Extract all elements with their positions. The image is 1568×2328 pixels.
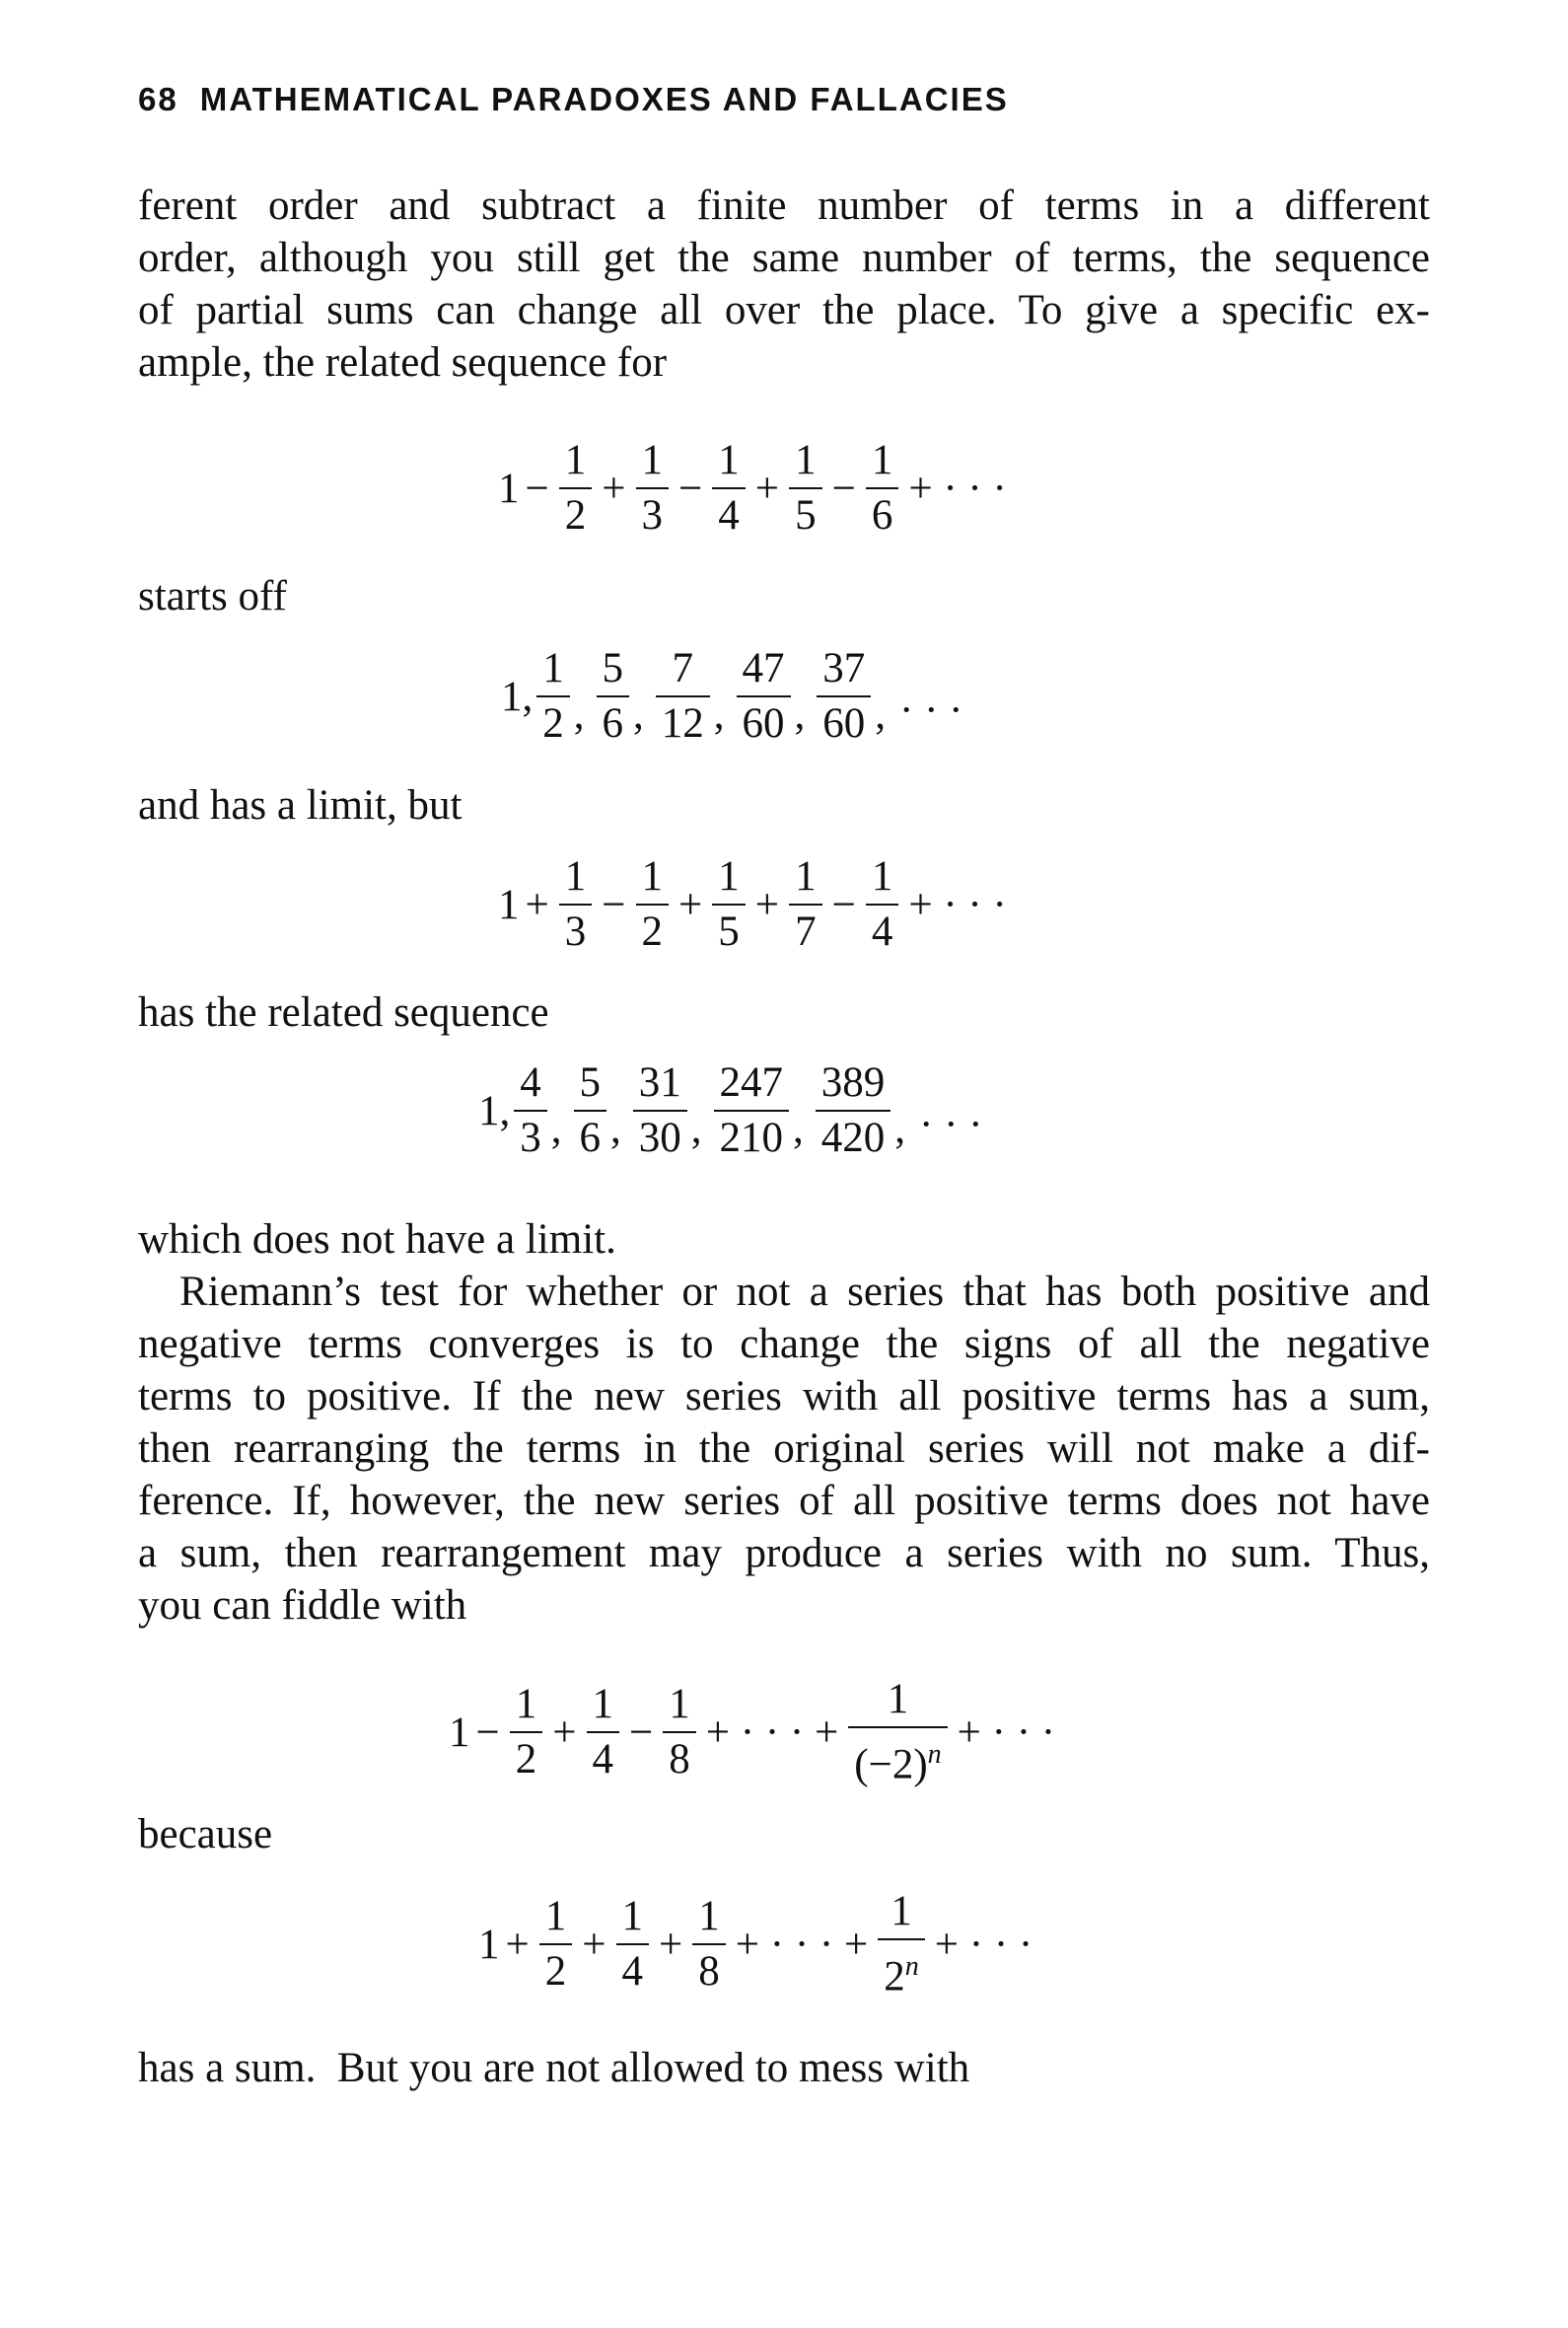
denominator: 6: [574, 1110, 607, 1161]
formula-lead: 1: [498, 465, 520, 512]
formula-operator: −: [831, 881, 856, 928]
denominator: 2: [536, 695, 570, 747]
denominator: 4: [712, 487, 746, 539]
numerator: 389: [820, 1059, 886, 1106]
fraction: [663, 1682, 696, 1782]
text-because: [138, 1808, 1430, 1860]
denominator-base: (−2): [854, 1741, 928, 1788]
fraction: [817, 646, 871, 747]
numerator: 31: [638, 1059, 681, 1106]
numerator: 1: [891, 1888, 912, 1934]
numerator: 1: [871, 437, 893, 483]
comma: ,: [875, 691, 886, 738]
fraction: [737, 646, 791, 747]
numerator: 1: [887, 1676, 909, 1722]
formula-lead: 1: [478, 1921, 500, 1968]
fraction: [587, 1682, 620, 1782]
formula-lead: 1: [449, 1709, 470, 1756]
formula-tail: + · · ·: [908, 465, 1007, 512]
comma: ,: [573, 691, 585, 738]
text-line: ample, the related sequence for: [138, 339, 668, 386]
fraction: [866, 438, 899, 539]
formula-operator: +: [602, 465, 626, 512]
denominator: 5: [789, 487, 822, 539]
formula-operator: −: [475, 1709, 500, 1756]
formula-tail: + · · ·: [908, 881, 1007, 928]
fraction: [656, 646, 710, 747]
text-line: which does not have a limit.: [138, 1216, 616, 1263]
numerator: 1: [718, 853, 740, 900]
text-line: you can fiddle with: [138, 1582, 467, 1629]
comma: ,: [690, 1105, 702, 1152]
denominator: [878, 1938, 925, 2000]
formula-ellipsis: + · · · +: [735, 1921, 869, 1968]
denominator: [848, 1726, 947, 1787]
fraction-general-term: [878, 1889, 925, 2000]
numerator: 1: [564, 853, 587, 900]
comma: ,: [633, 691, 644, 738]
fraction: [789, 438, 822, 539]
formula-operator: −: [525, 465, 549, 512]
fraction: [574, 1060, 607, 1161]
text-line: Riemann’s test for whether or not a series that has both positive and: [179, 1269, 1430, 1315]
comma: ,: [713, 691, 725, 738]
fraction: [866, 854, 899, 955]
denominator: 60: [817, 695, 871, 747]
numerator: 1: [669, 1681, 690, 1728]
formula-operator: −: [831, 465, 856, 512]
formula-operator: +: [582, 1921, 606, 1968]
text-line: and has a limit, but: [138, 782, 463, 829]
running-header: [138, 81, 1009, 118]
exponent: n: [927, 1739, 942, 1770]
fraction: [510, 1682, 543, 1782]
fraction: [559, 438, 593, 539]
denominator: 2: [636, 904, 670, 955]
denominator: 4: [587, 1731, 620, 1782]
formula-operator: +: [754, 465, 780, 512]
numerator: 5: [579, 1059, 601, 1106]
numerator: 247: [719, 1059, 783, 1106]
fraction: [714, 1060, 790, 1161]
fraction: [559, 854, 593, 955]
formula-operator: −: [602, 881, 626, 928]
denominator: 3: [636, 487, 670, 539]
formula-tail: · · ·: [919, 1101, 983, 1148]
denominator: 7: [789, 904, 822, 955]
formula-operator: +: [552, 1709, 577, 1756]
formula-operator: −: [678, 465, 703, 512]
formula-lead: 1,: [478, 1087, 511, 1134]
text-has-sum: [138, 2042, 1430, 2094]
numerator: 1: [564, 437, 587, 483]
formula-operator: +: [505, 1921, 530, 1968]
fraction: [633, 1060, 687, 1161]
numerator: 1: [641, 437, 664, 483]
paragraph-intro: [138, 180, 1430, 389]
fraction: [789, 854, 822, 955]
fraction: [597, 646, 630, 747]
numerator: 5: [602, 645, 623, 691]
denominator: 12: [656, 695, 710, 747]
text-line: negative terms converges is to change the signs of all the negative: [138, 1321, 1430, 1367]
comma: ,: [894, 1105, 905, 1152]
formula-operator: −: [629, 1709, 654, 1756]
text-line: ference. If, however, the new series of all positive terms does not have: [138, 1478, 1430, 1524]
formula-operator: +: [678, 881, 703, 928]
fraction: [514, 1060, 547, 1161]
text-line: then rearranging the terms in the original series will not make a dif-: [138, 1425, 1430, 1472]
comma: ,: [550, 1105, 562, 1152]
formula-tail: + · · ·: [934, 1921, 1033, 1968]
formula-operator: +: [659, 1921, 683, 1968]
denominator: 6: [597, 695, 630, 747]
comma: ,: [794, 691, 806, 738]
formula-geometric-alternating: [449, 1677, 1061, 1787]
formula-partial-sums-2: [478, 1060, 988, 1161]
text-related-sequence: [138, 986, 1430, 1039]
numerator: 1: [698, 1893, 720, 1940]
numerator: 1: [542, 645, 564, 691]
text-has-limit: [138, 779, 1430, 832]
text-line: of partial sums can change all over the place. To give a specific ex-: [138, 287, 1430, 333]
text-line: terms to positive. If the new series with all positive terms has a sum,: [138, 1373, 1430, 1419]
denominator: 2: [559, 487, 593, 539]
denominator: 4: [616, 1943, 650, 1995]
fraction: [616, 1894, 650, 1995]
denominator: 6: [866, 487, 899, 539]
text-starts-off: [138, 570, 1430, 622]
formula-geometric-positive: [478, 1889, 1038, 2000]
denominator: 3: [514, 1110, 547, 1161]
comma: ,: [793, 1105, 804, 1152]
denominator: 30: [633, 1110, 687, 1161]
numerator: 1: [621, 1893, 644, 1940]
fraction: [712, 854, 746, 955]
comma: ,: [610, 1105, 621, 1152]
running-title: MATHEMATICAL PARADOXES AND FALLACIES: [199, 81, 1009, 117]
denominator: 420: [816, 1110, 891, 1161]
denominator: 8: [692, 1943, 726, 1995]
fraction: [712, 438, 746, 539]
fraction: [536, 646, 570, 747]
text-line: because: [138, 1811, 273, 1857]
formula-ellipsis: + · · · +: [705, 1709, 839, 1756]
denominator: 2: [539, 1943, 573, 1995]
denominator: 3: [559, 904, 593, 955]
denominator: 2: [510, 1731, 543, 1782]
fraction-general-term: [848, 1677, 947, 1787]
formula-partial-sums-1: [501, 646, 968, 747]
denominator: 8: [663, 1731, 696, 1782]
denominator-base: 2: [884, 1953, 905, 2001]
numerator: 7: [672, 645, 693, 691]
formula-tail: · · ·: [899, 687, 963, 734]
numerator: 1: [544, 1893, 567, 1940]
numerator: 4: [520, 1059, 541, 1106]
paragraph-riemann: [138, 1213, 1430, 1632]
numerator: 1: [795, 853, 817, 900]
formula-alternating-harmonic: [498, 438, 1013, 539]
numerator: 47: [742, 645, 785, 691]
text-line: a sum, then rearrangement may produce a series with no sum. Thus,: [138, 1530, 1430, 1576]
formula-rearranged-series: [498, 854, 1013, 955]
text-line: starts off: [138, 573, 287, 619]
denominator: 5: [712, 904, 746, 955]
denominator: 60: [737, 695, 791, 747]
numerator: 1: [718, 437, 740, 483]
fraction: [539, 1894, 573, 1995]
text-line: has a sum. But you are not allowed to mess with: [138, 2045, 970, 2091]
numerator: 1: [795, 437, 817, 483]
numerator: 37: [822, 645, 866, 691]
fraction: [636, 854, 670, 955]
formula-lead: 1: [498, 881, 520, 928]
fraction: [636, 438, 670, 539]
denominator: 210: [714, 1110, 790, 1161]
fraction: [692, 1894, 726, 1995]
numerator: 1: [871, 853, 893, 900]
formula-operator: +: [754, 881, 780, 928]
denominator: 4: [866, 904, 899, 955]
formula-tail: + · · ·: [957, 1709, 1056, 1756]
page-number: 68: [138, 81, 178, 117]
numerator: 1: [515, 1681, 537, 1728]
formula-operator: +: [525, 881, 549, 928]
numerator: 1: [592, 1681, 614, 1728]
formula-lead: 1,: [501, 673, 534, 720]
fraction: [816, 1060, 891, 1161]
text-line: has the related sequence: [138, 989, 549, 1036]
numerator: 1: [641, 853, 664, 900]
exponent: n: [904, 1951, 919, 1982]
text-line: order, although you still get the same number of terms, the sequence: [138, 235, 1430, 281]
text-line: ferent order and subtract a finite number of terms in a different: [138, 182, 1430, 229]
